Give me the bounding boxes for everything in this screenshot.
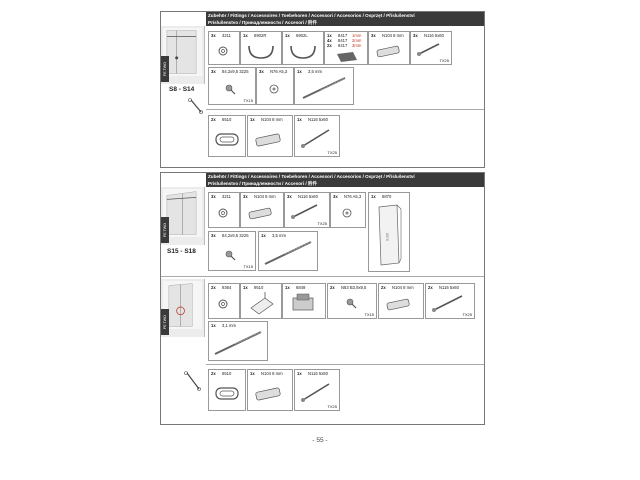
dowel-icon xyxy=(379,284,423,318)
part-6902l: 1x 6902L xyxy=(282,31,324,65)
short-screw-icon xyxy=(328,284,376,318)
section-s15-s18 xyxy=(160,172,485,425)
part-9510: 1x 9510 xyxy=(240,283,282,319)
divider xyxy=(161,276,484,277)
part-n104-dowel: 3x N104 8 mm xyxy=(368,31,410,65)
screw-icon xyxy=(285,193,329,227)
clamp-icon xyxy=(283,284,325,318)
part-3225-screw: 3x 84,2x9,5 3225 TX15 xyxy=(208,231,256,271)
part-n116-screw-4: 1x N116 5x60 TX25 xyxy=(294,369,340,411)
washer-icon xyxy=(209,284,239,318)
short-screw-icon xyxy=(209,68,255,104)
part-n76-washer: 3x N76 A5,3 xyxy=(330,192,366,228)
divider xyxy=(206,109,484,110)
screw-icon xyxy=(411,32,451,64)
product-label: FE TWO xyxy=(161,56,169,82)
screw-icon xyxy=(426,284,474,318)
section-header: Zubehör / Fittings / Accessoires / Toebehoren / Accessori / Accesorios / Osprzęt / Příslušenství Príslušenstvo / Принадлежности / Accesori / 附件 xyxy=(206,12,484,26)
washer-icon xyxy=(257,68,293,104)
part-drill-bit-2: 1x 3,1 mm xyxy=(208,321,268,361)
part-n116-screw: 3x N116 5x60 TX25 xyxy=(410,31,452,65)
bracket-right-icon xyxy=(241,32,281,64)
handle-sketch xyxy=(163,371,203,393)
spacer-plate-icon xyxy=(325,32,367,64)
short-screw-icon xyxy=(209,232,255,270)
dowel-icon xyxy=(369,32,409,64)
part-n83-screw: 2x N83 B3,9x9,5 TX15 xyxy=(327,283,377,319)
gasket-icon xyxy=(209,116,245,156)
part-3211: 3x 3211 xyxy=(208,192,240,228)
part-n104-dowel-4: 1x N104 8 mm xyxy=(247,369,293,411)
part-9364: 2x 9364 xyxy=(208,283,240,319)
part-n104-dowel: 3x N104 8 mm xyxy=(240,192,284,228)
part-n116-screw-3: 2x N116 5x60 TX25 xyxy=(425,283,475,319)
product-thumbnail xyxy=(161,26,205,84)
gasket-icon xyxy=(209,370,245,410)
drill-bit-icon xyxy=(209,322,267,360)
size-range: S15 - S18 xyxy=(167,248,196,255)
part-drill-bit: 1x 3,5 mm xyxy=(258,231,318,271)
section-header: Zubehör / Fittings / Accessoires / Toebehoren / Accessori / Accesorios / Osprzęt / Příslušenství Príslušenstvo / Принадлежности / Accesori / 附件 xyxy=(206,173,484,187)
part-6849: 1x 6849 xyxy=(282,283,326,319)
dowel-icon xyxy=(241,193,283,227)
part-n76-washer: 3x N76 A5,3 xyxy=(256,67,294,105)
bracket-left-icon xyxy=(283,32,323,64)
dowel-icon xyxy=(248,370,292,410)
part-n104-dowel-2: 1x N104 8 mm xyxy=(247,115,293,157)
product-thumbnail xyxy=(161,187,205,245)
part-6902r: 1x 6902R xyxy=(240,31,282,65)
part-drill-bit: 1x 3,5 mm xyxy=(294,67,354,105)
part-8417-spacers: 1x 4x 2x 8417 8417 8417 1mm 2mm 3mm xyxy=(324,31,368,65)
part-3225-screw: 3x 84,2x9,5 3225 TX15 xyxy=(208,67,256,105)
handle-sketch xyxy=(163,98,203,114)
screw-icon xyxy=(295,370,339,410)
part-n116-screw-2: 1x N116 5x60 TX25 xyxy=(294,115,340,157)
part-n104-dowel-3: 2x N104 8 mm xyxy=(378,283,424,319)
part-6870-profile: 1x 6870 6870 xyxy=(368,192,410,272)
profile-bar-icon xyxy=(369,193,409,271)
product-label: FE TWO xyxy=(161,217,169,243)
page-number: - 55 - xyxy=(312,437,328,444)
part-6510: 2x 6510 xyxy=(208,369,246,411)
screw-icon xyxy=(295,116,339,156)
washer-icon xyxy=(331,193,365,227)
drill-bit-icon xyxy=(295,68,353,104)
part-3211: 3x 3211 xyxy=(208,31,240,65)
product-label: FE TWO xyxy=(161,309,169,335)
divider xyxy=(206,364,484,365)
part-6510: 2x 6510 xyxy=(208,115,246,157)
angle-bracket-icon xyxy=(241,284,281,318)
part-n116-screw: 3x N116 5x60 TX25 xyxy=(284,192,330,228)
product-thumbnail-corner xyxy=(161,279,205,337)
size-range: S8 - S14 xyxy=(169,86,195,93)
drill-bit-icon xyxy=(259,232,317,270)
section-s8-s14 xyxy=(160,11,485,168)
dowel-icon xyxy=(248,116,292,156)
washer-icon xyxy=(209,193,239,227)
washer-icon xyxy=(209,32,239,64)
